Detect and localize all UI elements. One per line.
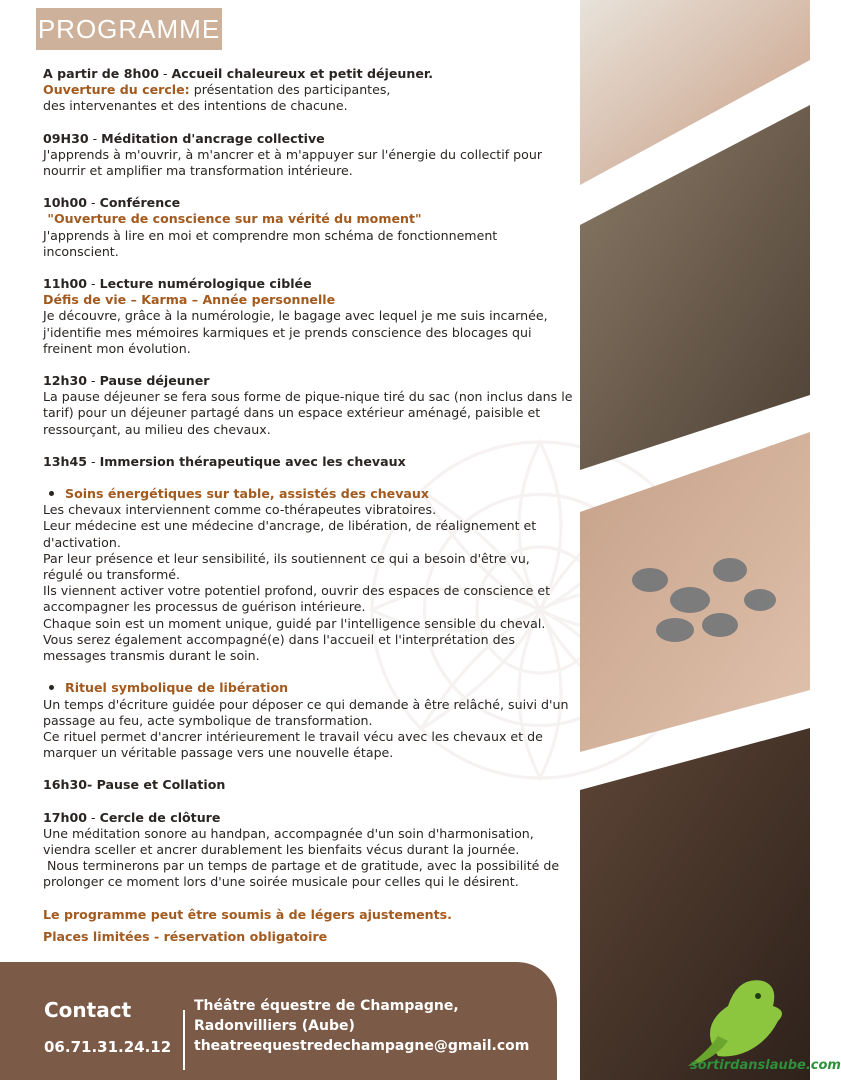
block-text: présentation des participantes, xyxy=(189,82,391,98)
schedule-block-7: 16h30- Pause et Collation xyxy=(43,777,226,793)
block-text: Ils viennent activer votre potentiel profond, ouvrir des espaces de conscience et accompagner les processus de guérison intérieure. xyxy=(43,583,551,615)
block-title: Accueil chaleureux et petit déjeuner. xyxy=(171,66,434,81)
block-subtitle: "Ouverture de conscience sur ma vérité du moment" xyxy=(43,211,422,227)
phone-number[interactable]: 06.71.31.24.12 xyxy=(44,1038,172,1056)
block-title: Cercle de clôture xyxy=(99,809,221,825)
block-text: Les chevaux interviennent comme co-thérapeutes vibratoires. xyxy=(43,502,437,518)
block-text: des intervenantes et des intentions de chacune. xyxy=(43,98,348,114)
venue-address xyxy=(194,996,529,1056)
time: 10h00 xyxy=(43,195,88,211)
bullet-item xyxy=(49,680,573,696)
note-places: Places limitées - réservation obligatoire xyxy=(43,928,328,944)
time: 12h30 xyxy=(43,373,88,389)
bullet-title: Soins énergétiques sur table, assistés des chevaux xyxy=(65,486,430,502)
bullet-dot-icon xyxy=(49,685,54,690)
bullet-title: Rituel symbolique de libération xyxy=(65,680,289,696)
schedule-block-3: 10h00 - Conférence "Ouverture de conscience sur ma vérité du moment" J'apprends à lire en moi et comprendre mon schéma de fonctionnement inconscient. xyxy=(43,195,573,260)
footer-divider xyxy=(183,1010,185,1070)
bullet-dot-icon xyxy=(49,491,54,496)
contact-footer xyxy=(0,962,557,1080)
block-text: Vous serez également accompagné(e) dans l'accueil et l'interprétation des messages transmis durant le soin. xyxy=(43,631,515,664)
note-adjustments: Le programme peut être soumis à de légers ajustements. xyxy=(43,906,452,922)
block-subtitle: Défis de vie – Karma – Année personnelle xyxy=(43,292,336,308)
schedule-block-1: A partir de 8h00 - Accueil chaleureux et petit déjeuner. Ouverture du cercle: présentation des participantes, des intervenantes et des intentions de chacune. xyxy=(43,66,573,115)
block-text: Ce rituel permet d'ancrer intérieurement le travail vécu avec les chevaux et de marquer un véritable passage vers une nouvelle étape. xyxy=(43,728,543,761)
time: 11h00 xyxy=(43,276,88,292)
block-accent: Ouverture du cercle: xyxy=(43,82,190,98)
programme-content xyxy=(43,66,573,951)
time: A partir de 8h00 xyxy=(43,66,159,81)
block-title: Pause déjeuner xyxy=(99,373,210,389)
block-title: Conférence xyxy=(99,195,181,211)
schedule-block-8: 17h00 - Cercle de clôture Une méditation sonore au handpan, accompagnée d'un soin d'harmonisation, viendra sceller et ancrer durablement les bienfaits vécus durant la journée. Nous terminerons par un temps de partage et de gratitude, avec la possibilité de prolonger ce moment lors d'une soirée musicale pour celles qui le désirent. xyxy=(43,810,573,891)
programme-title-box xyxy=(36,8,222,50)
schedule-block-6: 13h45 - Immersion thérapeutique avec les chevaux Soins énergétiques sur table, assistés des chevaux Les chevaux interviennent comme co-thérapeutes vibratoires. Leur médecine est une médecine d'ancrage, de libération, de réalignement et d'activation. Par leur présence et leur sensibilité, ils soutiennent ce qui a besoin d'être vu, régulé ou transformé. Ils viennent activer votre potentiel profond, ouvrir des espaces de conscience et accompagner les processus de guérison intérieure. Chaque soin est un moment unique, guidé par l'intelligence sensible du cheval. Vous serez également accompagné(e) dans l'accueil et l'interprétation des messages transmis durant le soin. Rituel symbolique de libération Un temps d'écriture guidée pour déposer ce qui demande à être relâché, suivi d'un passage au feu, acte symbolique de transformation. Ce rituel permet d'ancrer intérieurement le travail vécu avec les chevaux et de marquer un véritable passage vers une nouvelle étape. xyxy=(43,454,573,761)
time: 17h00 xyxy=(43,809,88,825)
block-text: Chaque soin est un moment unique, guidé par l'intelligence sensible du cheval. xyxy=(43,615,546,631)
block-text: J'apprends à lire en moi et comprendre mon schéma de fonctionnement inconscient. xyxy=(43,227,498,259)
block-text: Une méditation sonore au handpan, accompagnée d'un soin d'harmonisation, viendra sceller et ancrer durablement les bienfaits vécus durant la journée. xyxy=(43,825,534,857)
logo-text: sortirdanslaube.com xyxy=(690,1058,841,1073)
block-text: Leur médecine est une médecine d'ancrage, de libération, de réalignement et d'activation. xyxy=(43,518,537,550)
venue-name: Théâtre équestre de Champagne, xyxy=(194,998,459,1014)
block-text: Un temps d'écriture guidée pour déposer ce qui demande à être relâché, suivi d'un passage au feu, acte symbolique de transformation. xyxy=(43,696,569,728)
block-text: Je découvre, grâce à la numérologie, le bagage avec lequel je me suis incarnée, j'identifie mes mémoires karmiques et je prends conscience des blocages qui freinent mon évolution. xyxy=(43,308,548,356)
schedule-block-2: 09H30 - Méditation d'ancrage collective J'apprends à m'ouvrir, à m'ancrer et à m'appuyer sur l'énergie du collectif pour nourrir et amplifier ma transformation intérieure. xyxy=(43,131,573,180)
notes xyxy=(43,907,573,945)
block-title: Pause et Collation xyxy=(96,777,226,793)
block-title: Immersion thérapeutique avec les chevaux xyxy=(99,453,406,469)
photo-collage xyxy=(580,0,810,1080)
block-text: Nous terminerons par un temps de partage et de gratitude, avec la possibilité de prolonger ce moment lors d'une soirée musicale pour celles qui le désirent. xyxy=(43,858,564,890)
page-title: PROGRAMME xyxy=(37,13,221,44)
block-title: Lecture numérologique ciblée xyxy=(99,276,312,292)
time: 16h30 xyxy=(43,777,88,793)
time: 09H30 xyxy=(43,130,89,146)
block-text: Par leur présence et leur sensibilité, ils soutiennent ce qui a besoin d'être vu, régulé ou transformé. xyxy=(43,550,530,583)
block-text: J'apprends à m'ouvrir, à m'ancrer et à m'appuyer sur l'énergie du collectif pour nourrir et amplifier ma transformation intérieure. xyxy=(43,146,543,179)
schedule-block-4: 11h00 - Lecture numérologique ciblée Défis de vie – Karma – Année personnelle Je découvre, grâce à la numérologie, le bagage avec lequel je me suis incarnée, j'identifie mes mémoires karmiques et je prends conscience des blocages qui freinent mon évolution. xyxy=(43,276,573,357)
block-title: Méditation d'ancrage collective xyxy=(101,130,325,146)
block-text: La pause déjeuner se fera sous forme de pique-nique tiré du sac (non inclus dans le tarif) pour un déjeuner partagé dans un espace extérieur aménagé, paisible et ressourçant, au milieu des chevaux. xyxy=(43,389,573,437)
time: 13h45 xyxy=(43,453,88,469)
contact-label: Contact xyxy=(44,998,132,1022)
bullet-item xyxy=(49,486,573,502)
venue-city: Radonvilliers (Aube) xyxy=(194,1018,355,1034)
schedule-block-5: 12h30 - Pause déjeuner La pause déjeuner se fera sous forme de pique-nique tiré du sac (non inclus dans le tarif) pour un déjeuner partagé dans un espace extérieur aménagé, paisible et ressourçant, au milieu des chevaux. xyxy=(43,373,573,437)
email-link[interactable]: theatreequestredechampagne@gmail.com xyxy=(194,1038,530,1054)
